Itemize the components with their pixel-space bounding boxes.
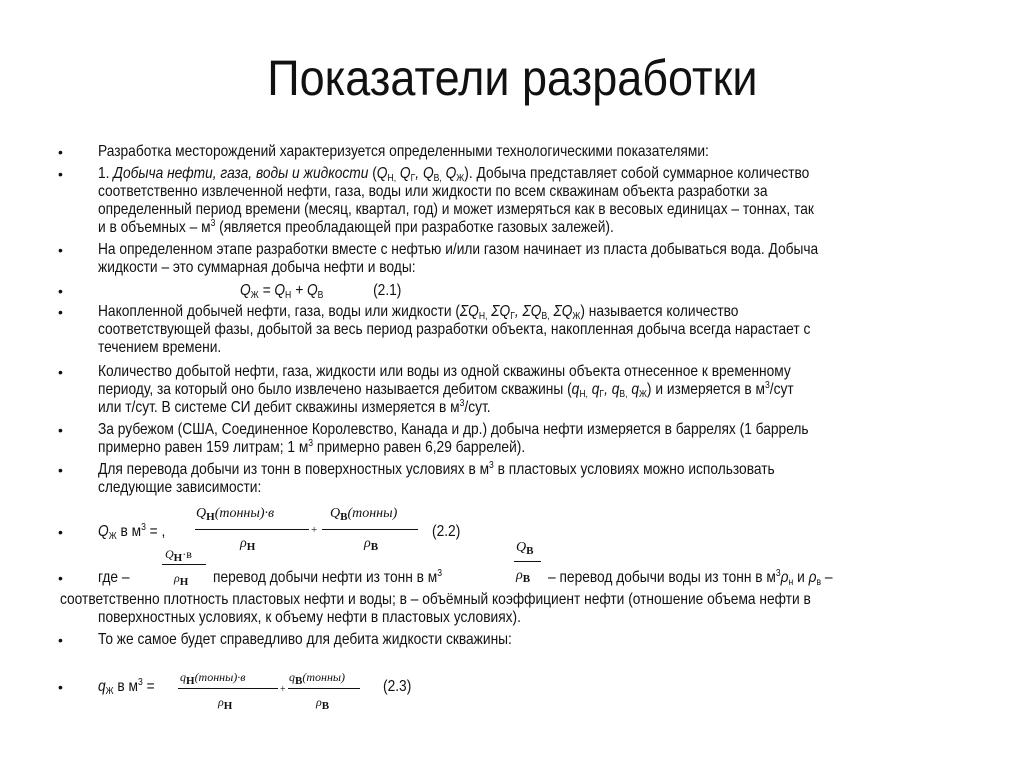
text-segment: ) и измеряется в м [646,381,765,398]
text-segment: 3 [141,522,146,533]
denominator: $\rho_Н$ [240,536,256,553]
text-line [98,143,709,161]
text-segment: /сут. [464,399,491,416]
text-segment: 3 [775,568,781,579]
text-line [98,479,261,497]
text-segment: 1. [98,165,114,182]
bullet-icon: • [58,422,63,438]
text-segment: перевод добычи нефти из тонн в м [213,569,438,586]
text-line [98,461,775,479]
text-segment: соответственно плотность пластовых нефти и воды; в – объёмный коэффициент нефти (отношение объема нефти в [60,591,811,608]
text-segment: ( [368,165,377,182]
plus-sign: + [311,524,318,536]
text-line [98,631,512,649]
text-segment: ρ [808,569,817,586]
text-segment: в пластовых условиях можно использовать [493,461,775,478]
denominator: $\rho_В$ [364,536,379,553]
text-line [98,241,818,259]
text-segment: 3 [437,568,443,579]
text-segment: 3 [489,460,494,471]
text-line [98,439,525,457]
plus-sign: + [280,684,286,695]
text-segment: Добыча нефти, газа, воды и жидкости [113,165,369,182]
text-segment: в м [116,523,142,540]
text-segment: ρ [780,569,789,586]
text-segment: 3 [459,398,465,409]
text-segment: поверхностных условиях, к объему нефти в пластовых условиях). [98,609,521,626]
text-segment: н [788,577,794,588]
text-segment: Разработка месторождений характеризуется определенными технологическими показателями: [98,143,709,160]
text-segment: и [793,569,809,586]
text-segment: в [816,577,822,588]
text-segment: Н, [579,389,588,400]
fraction-bar [322,529,418,530]
text-segment: Q [240,282,251,299]
text-segment: , ΣQ [514,303,542,320]
text-line [98,363,791,381]
text-segment: Ж [250,290,259,301]
text-segment: 3 [764,380,770,391]
text-segment: (является преобладающей при разработке газовых залежей). [215,219,614,236]
text-segment: q [571,381,580,398]
bullet-icon: • [58,632,63,648]
equation-number: (2.2) [432,523,461,540]
text-line [98,165,809,183]
text-segment: Г [510,311,515,322]
text-line [98,399,491,417]
text-line [98,219,614,237]
text-segment: Н, [478,311,488,322]
numerator: $Q_Н(тонны)\cdot в$ [196,506,275,523]
text-segment: Ж [638,389,647,400]
text-segment: То же самое будет справедливо для дебита жидкости скважины: [98,631,512,648]
text-segment: q [627,381,639,398]
bullet-icon: • [58,144,63,160]
text-line [98,381,794,399]
text-line [60,591,811,609]
text-segment: следующие зависимости: [98,479,262,496]
text-segment: Q [98,523,109,540]
text-segment: Ж [108,531,117,542]
slide-title: Показатели разработки [266,50,758,106]
bullet-icon: • [58,166,63,182]
text-segment: = , [145,523,166,540]
fraction-bar [195,529,309,530]
bullet-icon: • [58,242,63,258]
text-segment: В [317,290,324,301]
text-segment: + Q [291,282,318,299]
text-segment: где – [98,569,130,586]
text-segment: Q [376,165,388,182]
text-segment: в м [113,678,139,695]
text-segment: ) называется количество [580,303,739,320]
text-segment: Q [396,165,411,182]
text-segment: ). Добыча представляет собой суммарное количество [464,165,810,182]
bullet-icon: • [58,570,63,586]
bullet-icon: • [58,364,63,380]
text-segment: соответствующей фазы, добытой за весь период разработки объекта, накопленная добыча всегда нарастает с [98,321,811,338]
text-line [98,609,521,627]
fraction-bar [514,561,541,562]
text-segment: , Q [415,165,434,182]
text-segment: q [98,678,106,695]
numerator: $Q_В(тонны)$ [330,506,398,523]
text-line [98,569,130,587]
text-segment: На определенном этапе разработки вместе с нефтью и/или газом начинает из пласта добываться вода. Добыча [98,241,819,258]
text-line [98,201,814,219]
text-segment: – [821,569,833,586]
text-segment: , q [604,381,620,398]
fraction-bar [162,564,206,565]
text-segment: Г [410,173,416,184]
bullet-icon: • [58,283,63,299]
text-segment: Для перевода добычи из тонн в поверхностных условиях в м [98,461,490,478]
text-segment: определенный период времени (месяц, квартал, год) и может измеряться как в весовых единицах – тоннах, так [98,201,814,218]
text-line [98,321,810,339]
text-segment: Н [285,290,292,301]
text-line [98,339,221,357]
text-segment: и в объемных – м [98,219,211,236]
text-segment: 3 [138,677,143,688]
text-segment: q [587,381,600,398]
text-segment: В, [619,389,628,400]
text-line [98,523,165,541]
text-segment: примерно равен 6,29 баррелей). [313,439,526,456]
text-segment: Г [599,389,605,400]
text-segment: жидкости – это суммарная добыча нефти и воды: [98,259,416,276]
text-segment: За рубежом (США, Соединенное Королевство, Канада и др.) добыча нефти измеряется в баррелях (1 баррель [98,421,809,438]
bullet-icon: • [58,462,63,478]
text-segment: (2.1) [323,282,402,299]
equation-number: (2.3) [383,678,412,695]
text-segment: В, [433,173,442,184]
text-segment: /сут [769,381,794,398]
text-line [98,678,155,696]
text-segment: – перевод добычи воды из тонн в м [548,569,776,586]
fraction-bar [288,688,360,689]
text-line [98,183,767,201]
text-segment: или т/сут. В системе СИ дебит скважины измеряется в м [98,399,460,416]
text-segment: В, [541,311,550,322]
text-segment: 3 [308,438,314,449]
text-line [98,303,738,321]
text-segment: течением времени. [98,339,222,356]
text-segment: Ж [572,311,581,322]
text-segment: Накопленной добычей нефти, газа, воды или жидкости ( [98,303,460,320]
text-segment: 3 [210,218,216,229]
text-segment: Н, [387,173,397,184]
text-segment: ΣQ [549,303,573,320]
bullet-icon: • [58,524,63,540]
text-segment: примерно равен 159 литрам; 1 м [98,439,309,456]
text-line [98,259,416,277]
text-line [548,569,833,587]
bullet-icon: • [58,304,63,320]
formula-2-1 [240,282,401,300]
bullet-icon: • [58,679,63,695]
text-segment: ΣQ [487,303,511,320]
text-segment: Ж [105,686,114,697]
fraction-bar [178,688,278,689]
text-segment: периоду, за который оно было извлечено называется дебитом скважины ( [98,381,572,398]
text-line [98,421,809,439]
text-segment: ΣQ [459,303,479,320]
text-segment: соответственно извлеченной нефти, газа, воды или жидкости по всем скважинам объекта разработки за [98,183,768,200]
text-segment: Ж [456,173,465,184]
text-line [213,569,442,587]
text-segment: Q [441,165,457,182]
text-segment: Количество добытой нефти, газа, жидкости или воды из одной скважины объекта отнесенное к временному [98,363,791,380]
text-segment: = Q [258,282,286,299]
text-segment: = [142,678,155,695]
